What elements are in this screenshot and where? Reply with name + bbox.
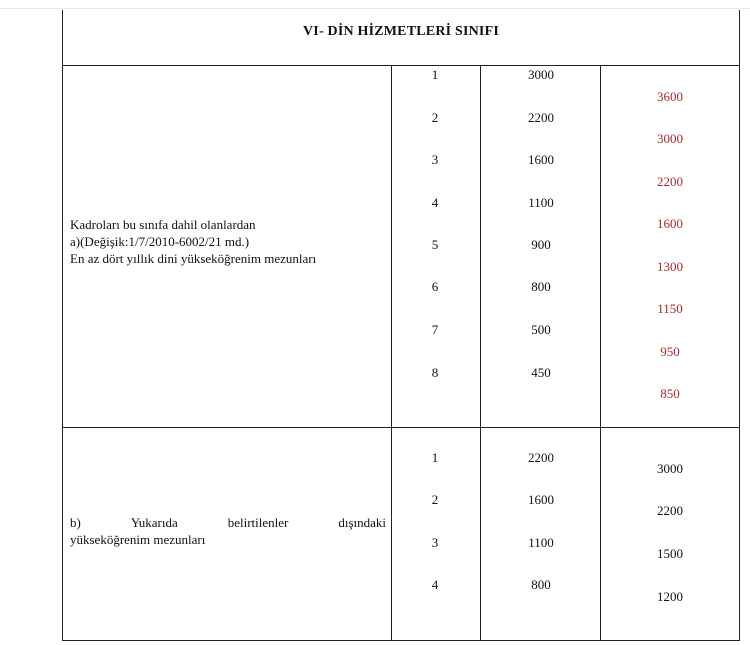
section-b-line-1 — [70, 514, 386, 531]
section-a-line-3: En az dört yıllık dini yükseköğrenim mezunları — [70, 251, 317, 266]
section-a-step: 4 — [431, 195, 439, 210]
table-title: VI- DİN HİZMETLERİ SINIFI — [303, 24, 499, 39]
section-b-word: belirtilenler — [227, 515, 289, 530]
section-b-word: b) — [70, 515, 81, 530]
section-b-word: Yukarıda — [130, 515, 178, 530]
section-b-line-2: yükseköğrenim mezunları — [70, 532, 206, 547]
section-b-step: 2 — [431, 492, 439, 507]
section-a-old-value: 2200 — [528, 110, 554, 125]
section-b-new-value: 2200 — [657, 503, 683, 518]
section-a-line-2: a)(Değişik:1/7/2010-6002/21 md.) — [70, 234, 250, 249]
section-a-old-value: 3000 — [528, 67, 554, 82]
section-b-new-value: 1500 — [657, 546, 683, 561]
section-a-new-value: 2200 — [657, 174, 683, 189]
section-a-new-value: 850 — [660, 386, 680, 401]
section-a-new-value: 1150 — [657, 301, 683, 316]
section-a-step: 8 — [431, 365, 439, 380]
section-a-old-value: 900 — [531, 237, 551, 252]
column-divider-3 — [600, 65, 601, 641]
section-b-new-value: 3000 — [657, 461, 683, 476]
section-a-description — [70, 216, 316, 267]
column-divider-2 — [480, 65, 481, 641]
section-a-old-value: 450 — [531, 365, 551, 380]
section-divider — [62, 427, 740, 428]
page-top-edge — [0, 8, 750, 9]
section-a-old-value: 1100 — [528, 195, 554, 210]
section-b-description — [70, 514, 386, 548]
section-a-step: 7 — [431, 322, 439, 337]
section-a-new-value: 1600 — [657, 216, 683, 231]
section-b-old-value: 1100 — [528, 535, 554, 550]
section-a-old-value: 1600 — [528, 152, 554, 167]
section-b-step: 4 — [431, 577, 439, 592]
section-a-step: 1 — [431, 67, 439, 82]
section-a-line-1: Kadroları bu sınıfa dahil olanlardan — [70, 217, 256, 232]
section-a-new-value: 950 — [660, 344, 680, 359]
section-a-new-value: 3600 — [657, 89, 683, 104]
section-b-old-value: 1600 — [528, 492, 554, 507]
section-a-new-value: 3000 — [657, 131, 683, 146]
section-a-new-value: 1300 — [657, 259, 683, 274]
section-a-step: 3 — [431, 152, 439, 167]
section-b-old-value: 800 — [531, 577, 551, 592]
section-a-step: 5 — [431, 237, 439, 252]
section-b-step: 1 — [431, 450, 439, 465]
section-a-old-value: 500 — [531, 322, 551, 337]
section-b-word: dışındaki — [338, 515, 386, 530]
section-a-old-value: 800 — [531, 279, 551, 294]
section-a-step: 6 — [431, 279, 439, 294]
section-a-step: 2 — [431, 110, 439, 125]
column-divider-1 — [391, 65, 392, 641]
title-divider — [62, 65, 740, 66]
section-b-new-value: 1200 — [657, 589, 683, 604]
section-b-old-value: 2200 — [528, 450, 554, 465]
section-b-step: 3 — [431, 535, 439, 550]
